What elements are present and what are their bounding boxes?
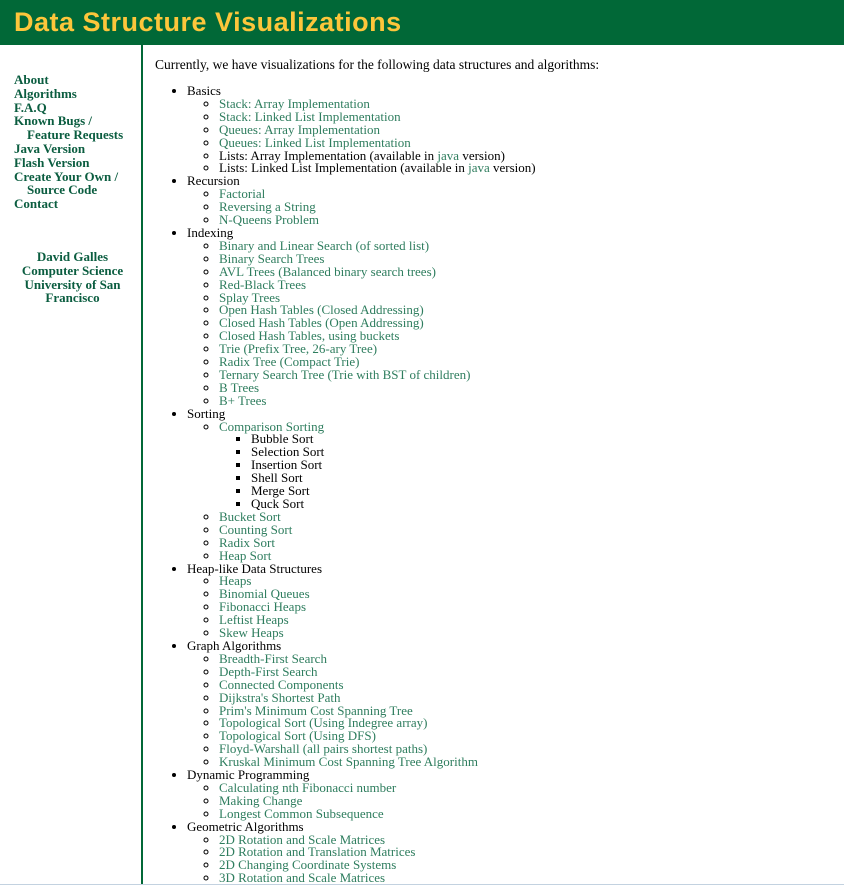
section-item-heap-like-data-structures xyxy=(187,560,834,641)
list-level-2 xyxy=(187,650,834,770)
content-link-breadth-first-search[interactable]: Breadth-First Search xyxy=(219,650,327,666)
content-link-red-black-trees[interactable]: Red-Black Trees xyxy=(219,276,307,292)
content-link-longest-common-subsequence[interactable]: Longest Common Subsequence xyxy=(219,805,384,821)
sidebar-item-label: Source Code xyxy=(27,182,98,198)
content-link-floyd-warshall-all-pairs-shortest-paths[interactable]: Floyd-Warshall (all pairs shortest paths) xyxy=(219,741,428,757)
list-text: Merge Sort xyxy=(251,483,310,499)
content-link-kruskal-minimum-cost-spanning-tree-algorithm[interactable]: Kruskal Minimum Cost Spanning Tree Algorithm xyxy=(219,754,478,770)
list-text: version) xyxy=(459,147,505,163)
sidebar-item-label: About xyxy=(14,72,49,87)
content-area xyxy=(143,45,844,884)
list-text: Bubble Sort xyxy=(251,431,314,447)
content-link-2d-rotation-and-translation-matrices[interactable]: 2D Rotation and Translation Matrices xyxy=(219,844,416,860)
header-banner xyxy=(0,0,844,45)
content-link-radix-sort[interactable]: Radix Sort xyxy=(219,534,275,550)
content-link-n-queens-problem[interactable]: N-Queens Problem xyxy=(219,212,320,228)
section-label: Indexing xyxy=(187,224,234,240)
sidebar-item-label: F.A.Q xyxy=(14,99,47,115)
visualizations-list xyxy=(155,85,834,884)
section-label: Recursion xyxy=(187,173,240,189)
section-item-indexing xyxy=(187,224,834,408)
sidebar-item-about[interactable] xyxy=(14,73,137,87)
sidebar-item-label: Feature Requests xyxy=(27,127,124,143)
content-link-closed-hash-tables-open-addressing[interactable]: Closed Hash Tables (Open Addressing) xyxy=(219,315,424,331)
sidebar-item-label: Known Bugs / xyxy=(14,113,93,129)
sidebar-nav xyxy=(14,73,137,211)
content-link-skew-heaps[interactable]: Skew Heaps xyxy=(219,625,284,641)
content-link-ternary-search-tree-trie-with-bst-of-children[interactable]: Ternary Search Tree (Trie with BST of children) xyxy=(219,366,471,382)
content-link-making-change[interactable]: Making Change xyxy=(219,792,303,808)
content-link-queues-array-implementation[interactable]: Queues: Array Implementation xyxy=(219,121,381,137)
list-level-3 xyxy=(219,433,834,510)
sidebar-item-flash-version[interactable] xyxy=(14,156,137,170)
section-item-graph-algorithms xyxy=(187,637,834,770)
sidebar-item-contact[interactable] xyxy=(14,197,137,211)
list-item xyxy=(219,276,834,292)
content-link-3d-rotation-and-scale-matrices[interactable]: 3D Rotation and Scale Matrices xyxy=(219,870,386,884)
content-link-stack-array-implementation[interactable]: Stack: Array Implementation xyxy=(219,95,370,111)
content-link-java[interactable]: java xyxy=(437,147,460,163)
sidebar-item-label: Flash Version xyxy=(14,154,90,170)
content-link-heaps[interactable]: Heaps xyxy=(219,573,252,589)
content-link-calculating-nth-fibonacci-number[interactable]: Calculating nth Fibonacci number xyxy=(219,779,397,795)
content-link-binary-search-trees[interactable]: Binary Search Trees xyxy=(219,250,325,266)
list-item xyxy=(219,379,834,395)
list-text: Quck Sort xyxy=(251,496,305,511)
list-item xyxy=(219,263,834,279)
section-label: Sorting xyxy=(187,405,226,421)
page-title: Data Structure Visualizations xyxy=(14,7,402,37)
content-link-avl-trees-balanced-binary-search-trees[interactable]: AVL Trees (Balanced binary search trees) xyxy=(219,263,436,279)
sidebar-item-algorithms[interactable] xyxy=(14,87,137,101)
sidebar-item-known-bugs[interactable] xyxy=(14,114,137,142)
list-item xyxy=(219,779,834,795)
content-link-counting-sort[interactable]: Counting Sort xyxy=(219,521,293,537)
list-item xyxy=(219,214,834,227)
list-item xyxy=(219,418,834,511)
intro-text: Currently, we have visualizations for the following data structures and algorithms: xyxy=(155,57,600,72)
list-text: Shell Sort xyxy=(251,470,303,486)
content-link-b-trees[interactable]: B+ Trees xyxy=(219,392,267,408)
list-item xyxy=(219,575,834,588)
credit-university: University of San Francisco xyxy=(24,276,121,306)
sidebar-item-label: Java Version xyxy=(14,140,86,156)
list-text: version) xyxy=(489,160,536,176)
sidebar-item-create-your-own[interactable] xyxy=(14,170,137,198)
content-link-2d-rotation-and-scale-matrices[interactable]: 2D Rotation and Scale Matrices xyxy=(219,831,386,847)
list-item xyxy=(219,534,834,550)
credit-department: Computer Science xyxy=(21,262,124,278)
list-item xyxy=(219,627,834,640)
content-link-heap-sort[interactable]: Heap Sort xyxy=(219,547,272,563)
sidebar-item-f-a-q[interactable] xyxy=(14,101,137,115)
section-label: Graph Algorithms xyxy=(187,637,282,653)
content-link-fibonacci-heaps[interactable]: Fibonacci Heaps xyxy=(219,599,307,615)
section-label: Geometric Algorithms xyxy=(187,818,304,834)
list-item xyxy=(251,446,834,459)
list-item xyxy=(251,485,834,498)
content-link-binomial-queues[interactable]: Binomial Queues xyxy=(219,586,310,602)
content-link-java[interactable]: java xyxy=(468,160,490,176)
credit-author: David Galles xyxy=(36,248,109,264)
list-item xyxy=(219,805,834,821)
content-link-queues-linked-list-implementation[interactable]: Queues: Linked List Implementation xyxy=(219,134,411,150)
sidebar-item-label: Contact xyxy=(14,196,59,212)
section-item-dynamic-programming xyxy=(187,769,834,821)
content-link-closed-hash-tables-using-buckets[interactable]: Closed Hash Tables, using buckets xyxy=(219,328,400,344)
content-link-stack-linked-list-implementation[interactable]: Stack: Linked List Implementation xyxy=(219,108,401,124)
content-link-topological-sort-using-dfs[interactable]: Topological Sort (Using DFS) xyxy=(219,728,376,744)
content-link-factorial[interactable]: Factorial xyxy=(219,186,266,202)
content-link-trie-prefix-tree-26-ary-tree[interactable]: Trie (Prefix Tree, 26-ary Tree) xyxy=(219,341,378,357)
content-link-comparison-sorting[interactable]: Comparison Sorting xyxy=(219,418,325,434)
sidebar xyxy=(0,45,141,884)
content-link-depth-first-search[interactable]: Depth-First Search xyxy=(219,663,318,679)
section-label: Dynamic Programming xyxy=(187,767,310,783)
section-item-recursion xyxy=(187,175,834,227)
content-link-bucket-sort[interactable]: Bucket Sort xyxy=(219,508,281,524)
list-item xyxy=(219,872,834,884)
section-item-sorting xyxy=(187,405,834,563)
sidebar-credit xyxy=(8,250,137,305)
section-label: Basics xyxy=(187,83,221,98)
content-link-reversing-a-string[interactable]: Reversing a String xyxy=(219,199,316,215)
section-label: Heap-like Data Structures xyxy=(187,560,323,576)
content-link-2d-changing-coordinate-systems[interactable]: 2D Changing Coordinate Systems xyxy=(219,857,397,873)
section-item-basics xyxy=(187,85,834,175)
section-item-geometric-algorithms xyxy=(187,818,834,884)
list-text: Lists: Array Implementation (available in xyxy=(219,147,438,163)
list-item xyxy=(219,162,834,175)
list-item xyxy=(219,614,834,627)
bottom-divider xyxy=(0,884,844,885)
list-item xyxy=(219,392,834,408)
list-text: Lists: Linked List Implementation (available in xyxy=(219,160,469,176)
list-item xyxy=(219,521,834,537)
sidebar-item-label: Create Your Own / xyxy=(14,168,119,184)
list-level-2 xyxy=(187,188,834,227)
list-item xyxy=(219,756,834,769)
list-item xyxy=(219,366,834,382)
list-item xyxy=(251,472,834,485)
list-level-2 xyxy=(187,779,834,821)
list-level-2 xyxy=(187,831,834,884)
content-link-prim-s-minimum-cost-spanning-tree[interactable]: Prim's Minimum Cost Spanning Tree xyxy=(219,702,413,718)
list-item xyxy=(251,498,834,511)
content-link-topological-sort-using-indegree-array[interactable]: Topological Sort (Using Indegree array) xyxy=(219,715,428,731)
list-item xyxy=(219,601,834,614)
list-level-2 xyxy=(187,95,834,176)
list-level-2 xyxy=(187,237,834,408)
list-item xyxy=(251,433,834,446)
sidebar-item-java-version[interactable] xyxy=(14,142,137,156)
content-link-connected-components[interactable]: Connected Components xyxy=(219,676,344,692)
list-level-2 xyxy=(187,418,834,563)
list-text: Selection Sort xyxy=(251,444,325,460)
list-level-1 xyxy=(155,85,834,884)
content-link-radix-tree-compact-trie[interactable]: Radix Tree (Compact Trie) xyxy=(219,354,360,370)
sidebar-item-label: Algorithms xyxy=(14,85,77,101)
content-link-b-trees[interactable]: B Trees xyxy=(219,379,260,395)
content-link-open-hash-tables-closed-addressing[interactable]: Open Hash Tables (Closed Addressing) xyxy=(219,302,424,318)
list-text: Insertion Sort xyxy=(251,457,323,473)
content-link-leftist-heaps[interactable]: Leftist Heaps xyxy=(219,612,289,628)
list-item xyxy=(219,508,834,524)
list-level-2 xyxy=(187,575,834,640)
content-link-binary-and-linear-search-of-sorted-list[interactable]: Binary and Linear Search (of sorted list) xyxy=(219,237,430,253)
content-link-splay-trees[interactable]: Splay Trees xyxy=(219,289,281,305)
list-item xyxy=(219,588,834,601)
list-item xyxy=(251,459,834,472)
content-link-dijkstra-s-shortest-path[interactable]: Dijkstra's Shortest Path xyxy=(219,689,341,705)
main-layout xyxy=(0,45,844,884)
